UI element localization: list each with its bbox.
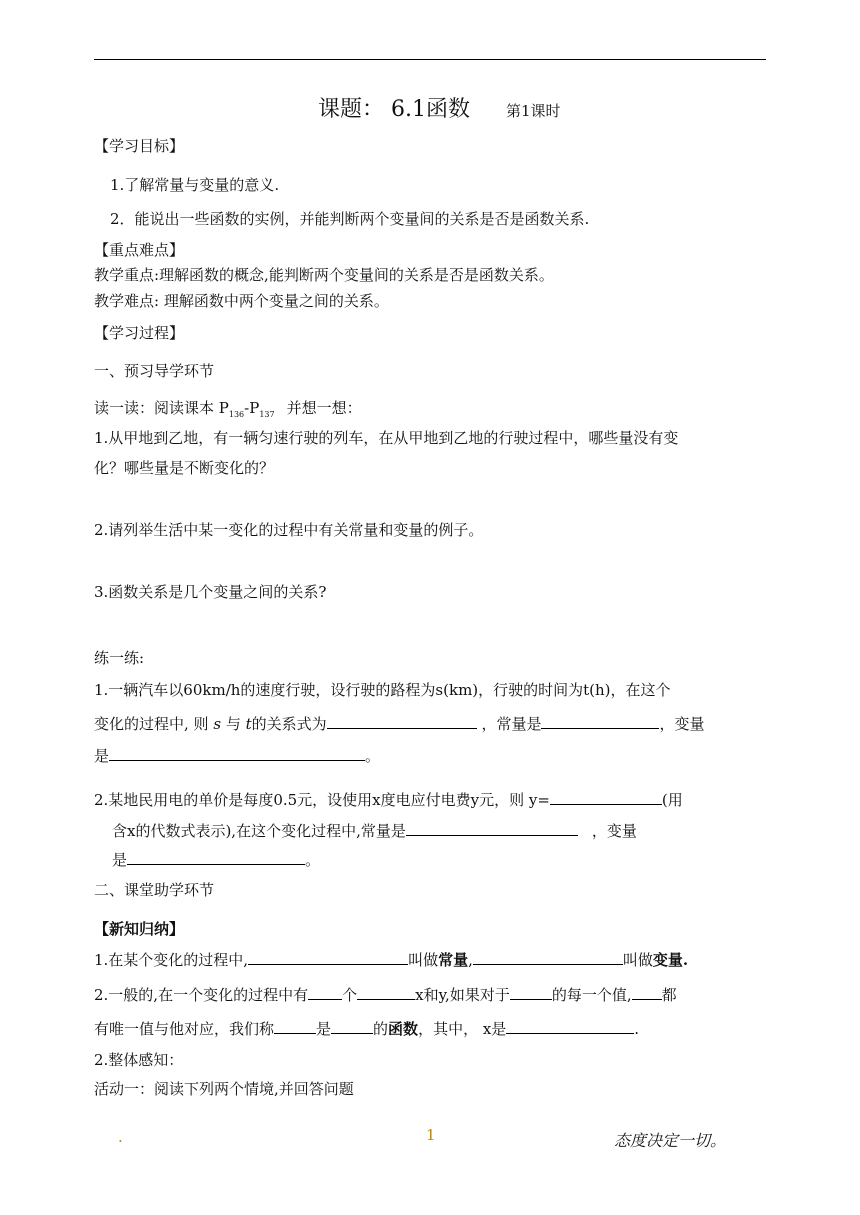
new-knowledge-header: 【新知归纳】 [94,920,185,938]
section2-header: 二、课堂助学环节 [94,881,215,899]
question-2: 2.请列举生活中某一变化的过程中有关常量和变量的例子。 [94,521,484,539]
practice-2-line3: 是 。 [112,851,321,869]
goal-item-1: 1.了解常量与变量的意义. [110,176,280,194]
page-number: 1 [426,1126,436,1144]
teaching-difficulty: 教学难点: 理解函数中两个变量之间的关系。 [94,292,389,310]
answer-blank[interactable] [510,985,552,1000]
knowledge-2-line1: 2.一般的,在一个变化的过程中有 个 x和y,如果对于 的每一个值, 都 [94,986,677,1004]
practice-1-line2: 变化的过程中, 则 s 与 t的关系式为 ，常量是 ，变量 [94,715,705,733]
answer-blank[interactable] [331,1019,373,1034]
answer-blank[interactable] [541,714,659,729]
knowledge-2-line2: 有唯一值与他对应，我们称 是 的函数，其中， x是 . [94,1020,640,1038]
practice-1-line3: 是 。 [94,747,381,765]
practice-2-line2: 含x的代数式表示),在这个变化过程中,常量是 ，变量 [112,822,637,840]
question-1-line2: 化？哪些量是不断变化的？ [94,459,275,477]
read-instruction: 读一读：阅读课本 $P_{136}-P_{137}$ 并想一想： [94,399,362,419]
answer-blank[interactable] [632,985,662,1000]
footer-dot: . [118,1128,123,1146]
answer-blank[interactable] [274,1019,316,1034]
header-rule [94,59,766,60]
answer-blank[interactable] [406,821,578,836]
goal-item-2: 2．能说出一些函数的实例，并能判断两个变量间的关系是否是函数关系. [110,210,590,228]
question-1-line1: 1.从甲地到乙地，有一辆匀速行驶的列车，在从甲地到乙地的行驶过程中，哪些量没有变 [94,429,679,447]
answer-blank[interactable] [357,985,415,1000]
practice-2-line1: 2.某地民用电的单价是每度0.5元，设使用x度电应付电费y元，则 y= (用 [94,791,683,809]
answer-blank[interactable] [327,714,477,729]
answer-blank[interactable] [473,950,623,965]
answer-blank[interactable] [109,746,365,761]
overall-perception: 2.整体感知： [94,1051,184,1069]
practice-header: 练一练: [94,649,145,667]
title-period: 第1课时 [505,102,561,120]
goals-header: 【学习目标】 [94,137,185,155]
keypoints-header: 【重点难点】 [94,241,185,259]
process-header: 【学习过程】 [94,324,185,342]
practice-1-line1: 1.一辆汽车以60km/h的速度行驶，设行驶的路程为s(km)，行驶的时间为t(h)，在这个 [94,681,671,699]
section1-header: 一、预习导学环节 [94,362,215,380]
knowledge-1: 1.在某个变化的过程中, 叫做常量, 叫做变量. [94,951,689,969]
answer-blank[interactable] [506,1019,634,1034]
question-3: 3.函数关系是几个变量之间的关系? [94,583,327,601]
answer-blank[interactable] [127,850,305,865]
page-title [318,96,561,125]
footer-motto: 态度决定一切。 [614,1131,727,1150]
answer-blank[interactable] [550,790,662,805]
answer-blank[interactable] [308,985,342,1000]
activity-1: 活动一：阅读下列两个情境,并回答问题 [94,1080,354,1098]
title-main: 课题： 6.1函数 [318,97,470,122]
answer-blank[interactable] [248,950,408,965]
teaching-focus: 教学重点:理解函数的概念,能判断两个变量间的关系是否是函数关系。 [94,266,554,284]
